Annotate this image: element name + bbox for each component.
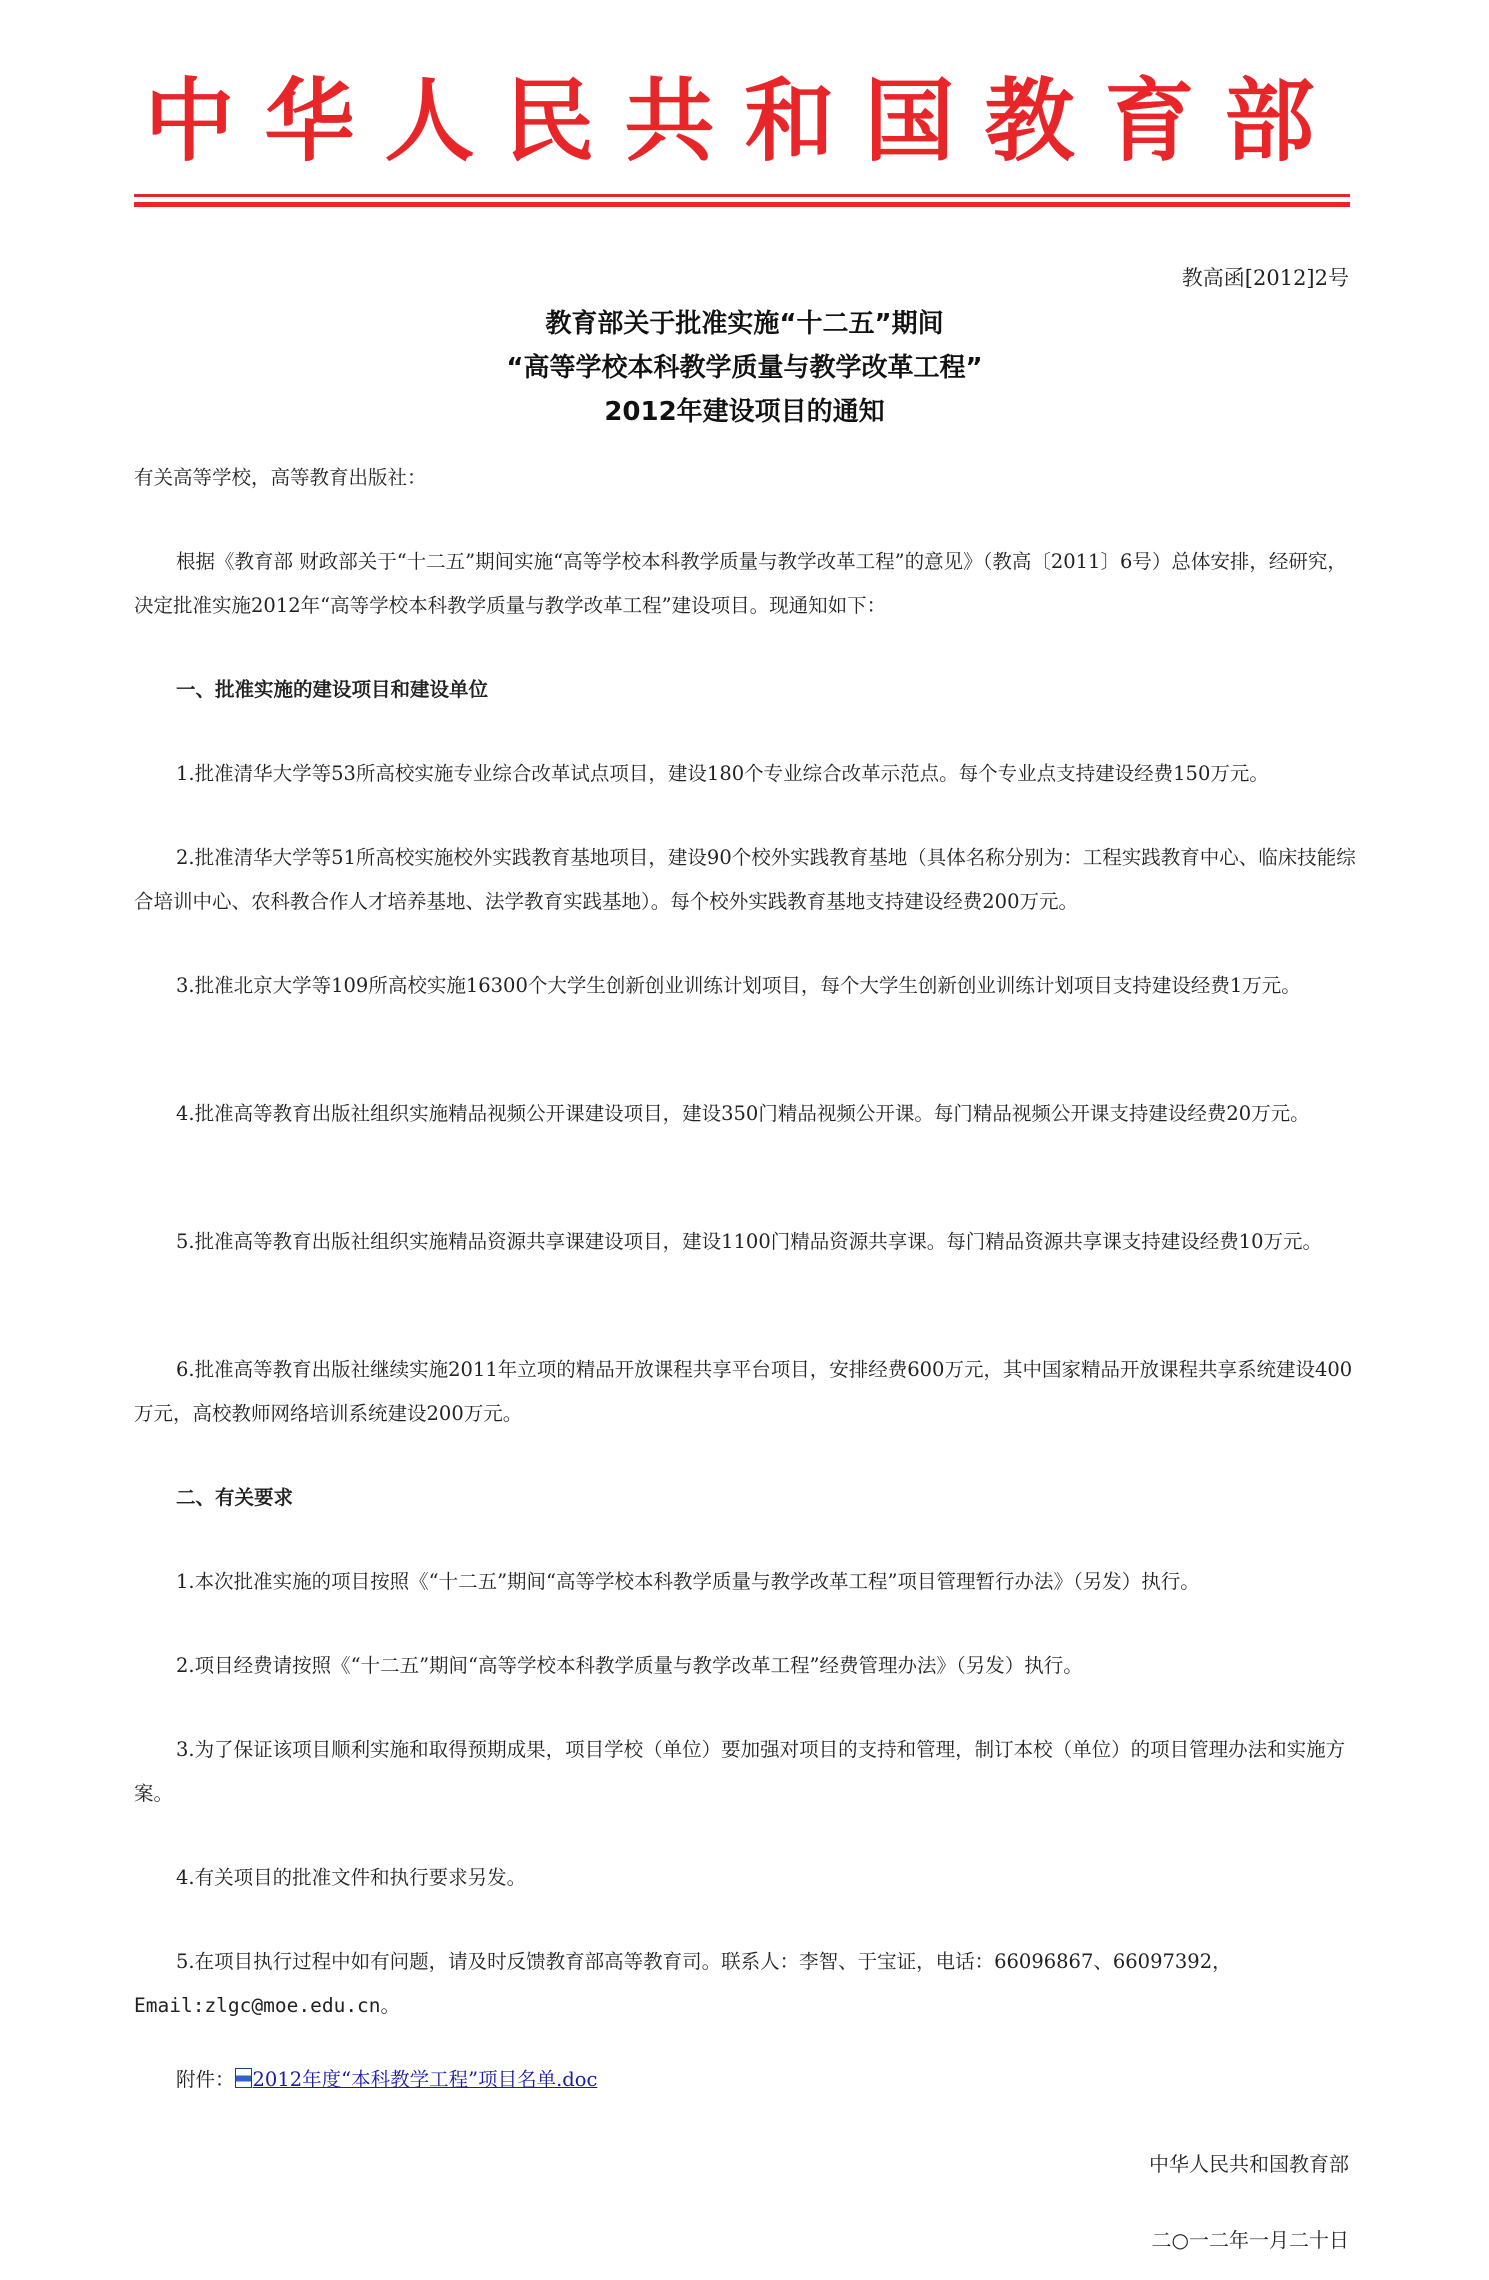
section-2-item-4: 4.有关项目的批准文件和执行要求另发。	[176, 1866, 527, 1889]
intro-paragraph: 根据《教育部 财政部关于“十二五”期间实施“高等学校本科教学质量与教学改革工程”的意见》（教高〔2011〕6号）总体安排，经研究，决定批准实施2012年“高等学校本科教学质量与教学改革工程”建设项目。现通知如下：	[134, 550, 1347, 617]
section-1-item-5: 5.批准高等教育出版社组织实施精品资源共享课建设项目，建设1100门精品资源共享课。每门精品资源共享课支持建设经费10万元。	[176, 1230, 1323, 1253]
notice-title-line-1: 教育部关于批准实施“十二五”期间	[545, 309, 944, 339]
section-1-heading: 一、批准实施的建设项目和建设单位	[176, 678, 489, 701]
section-1-item-1: 1.批准清华大学等53所高校实施专业综合改革试点项目，建设180个专业综合改革示范点。每个专业点支持建设经费150万元。	[176, 762, 1269, 785]
attachment-line	[134, 2058, 1356, 2102]
section-2-item-5-email: Email:zlgc@moe.edu.cn。	[134, 1994, 401, 2017]
section-2-item-3: 3.为了保证该项目顺利实施和取得预期成果，项目学校（单位）要加强对项目的支持和管理，制订本校（单位）的项目管理办法和实施方案。	[134, 1738, 1346, 1805]
notice-title	[0, 302, 1489, 434]
signature-issuer: 中华人民共和国教育部	[1149, 2152, 1349, 2176]
word-document-icon[interactable]	[235, 2068, 252, 2088]
notice-title-line-3: 2012年建设项目的通知	[604, 397, 885, 427]
attachment-link[interactable]: 2012年度“本科教学工程”项目名单.doc	[252, 2068, 598, 2091]
section-1-item-2: 2.批准清华大学等51所高校实施校外实践教育基地项目，建设90个校外实践教育基地（具体名称分别为：工程实践教育中心、临床技能综合培训中心、农科教合作人才培养基地、法学教育实践基地）。每个校外实践教育基地支持建设经费200万元。	[134, 846, 1356, 913]
salutation: 有关高等学校，高等教育出版社：	[134, 466, 427, 489]
notice-title-line-2: “高等学校本科教学质量与教学改革工程”	[506, 353, 983, 383]
document-number: 教高函[2012]2号	[1181, 266, 1349, 290]
header-red-rule-thick	[134, 202, 1350, 207]
section-1-item-6: 6.批准高等教育出版社继续实施2011年立项的精品开放课程共享平台项目，安排经费600万元，其中国家精品开放课程共享系统建设400万元，高校教师网络培训系统建设200万元。	[134, 1358, 1353, 1425]
section-2-heading: 二、有关要求	[176, 1486, 294, 1509]
header-red-rule-thin	[134, 194, 1350, 197]
attachment-label: 附件：	[176, 2068, 235, 2091]
section-2-item-1: 1.本次批准实施的项目按照《“十二五”期间“高等学校本科教学质量与教学改革工程”项目管理暂行办法》（另发）执行。	[176, 1570, 1200, 1593]
section-2-item-2: 2.项目经费请按照《“十二五”期间“高等学校本科教学质量与教学改革工程”经费管理办法》（另发）执行。	[176, 1654, 1083, 1677]
signature-date: 二○一二年一月二十日	[1151, 2228, 1349, 2252]
section-2-item-5-line-1: 5.在项目执行过程中如有问题，请及时反馈教育部高等教育司。联系人：李智、于宝证，电话：66096867、66097392，	[176, 1950, 1232, 1973]
section-1-item-4: 4.批准高等教育出版社组织实施精品视频公开课建设项目，建设350门精品视频公开课。每门精品视频公开课支持建设经费20万元。	[176, 1102, 1310, 1125]
section-1-item-3: 3.批准北京大学等109所高校实施16300个大学生创新创业训练计划项目，每个大学生创新创业训练计划项目支持建设经费1万元。	[176, 974, 1301, 997]
issuer-header-title: 中华人民共和国教育部	[144, 68, 1345, 174]
